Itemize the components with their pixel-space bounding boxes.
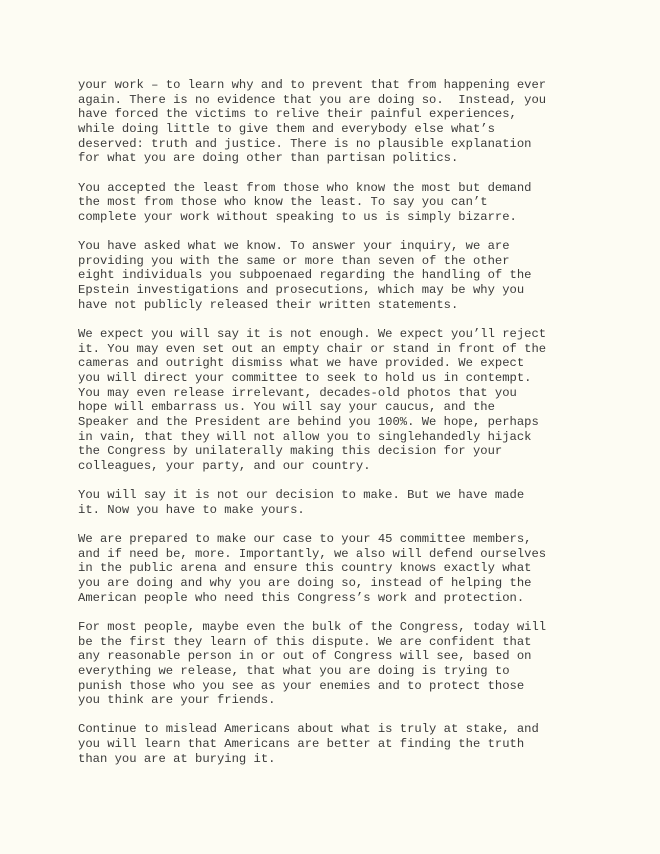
text-line: cameras and outright dismiss what we have provided. We expect (78, 356, 525, 371)
paragraph (78, 181, 598, 225)
text-line: complete your work without speaking to us is simply bizarre. (78, 209, 517, 224)
text-line: For most people, maybe even the bulk of the Congress, today will (78, 619, 547, 634)
text-line: everything we release, that what you are doing is trying to (78, 663, 510, 678)
paragraph (78, 488, 598, 517)
text-line: hope will embarrass us. You will say your caucus, and the (78, 400, 495, 415)
text-line: have forced the victims to relive their painful experiences, (78, 107, 517, 122)
text-line: eight individuals you subpoenaed regarding the handling of the (78, 268, 532, 283)
text-line: the Congress by unilaterally making this decision for your (78, 444, 503, 459)
text-line: while doing little to give them and everybody else what’s (78, 121, 495, 136)
letter-body (78, 78, 598, 781)
text-line: you are doing and why you are doing so, instead of helping the (78, 576, 532, 590)
paragraph (78, 532, 598, 605)
text-line: We expect you will say it is not enough. We expect you’ll reject (78, 326, 547, 341)
text-line: than you are at burying it. (78, 751, 276, 766)
text-line: American people who need this Congress’s work and protection. (78, 590, 525, 605)
paragraph (78, 78, 598, 166)
text-line: it. Now you have to make yours. (78, 502, 305, 517)
text-line: in vain, that they will not allow you to singlehandedly hijack (78, 429, 532, 444)
paragraph (78, 620, 598, 708)
text-line: You will say it is not our decision to make. But we have made (78, 488, 525, 503)
text-line: colleagues, your party, and our country. (78, 458, 371, 473)
text-line: be the first they learn of this dispute. We are confident that (78, 634, 532, 649)
paragraph (78, 722, 598, 766)
text-line: punish those who you see as your enemies and to protect those (78, 678, 525, 693)
text-line: any reasonable person in or out of Congress will see, based on (78, 649, 532, 664)
text-line: Epstein investigations and prosecutions, which may be why you (78, 283, 525, 298)
text-line: your work – to learn why and to prevent that from happening ever (78, 78, 547, 92)
text-line: it. You may even set out an empty chair or stand in front of the (78, 341, 547, 356)
text-line: have not publicly released their written statements. (78, 297, 459, 312)
text-line: Speaker and the President are behind you 100%. We hope, perhaps (78, 414, 539, 429)
text-line: for what you are doing other than partisan politics. (78, 151, 459, 166)
text-line: We are prepared to make our case to your 45 committee members, (78, 532, 532, 547)
text-line: Continue to mislead Americans about what is truly at stake, and (78, 722, 539, 737)
text-line: deserved: truth and justice. There is no plausible explanation (78, 136, 532, 151)
paragraph (78, 239, 598, 312)
text-line: again. There is no evidence that you are doing so. Instead, you (78, 92, 547, 107)
paragraph (78, 327, 598, 474)
text-line: the most from those who know the least. To say you can’t (78, 195, 488, 210)
text-line: you will direct your committee to seek to hold us in contempt. (78, 370, 532, 385)
text-line: in the public arena and ensure this country knows exactly what (78, 561, 532, 576)
text-line: You may even release irrelevant, decades-old photos that you (78, 385, 517, 400)
text-line: You accepted the least from those who know the most but demand (78, 180, 532, 195)
text-line: providing you with the same or more than seven of the other (78, 253, 510, 268)
text-line: you will learn that Americans are better at finding the truth (78, 737, 525, 752)
text-line: you think are your friends. (78, 693, 276, 708)
text-line: and if need be, more. Importantly, we also will defend ourselves (78, 546, 547, 561)
text-line: You have asked what we know. To answer your inquiry, we are (78, 239, 510, 254)
